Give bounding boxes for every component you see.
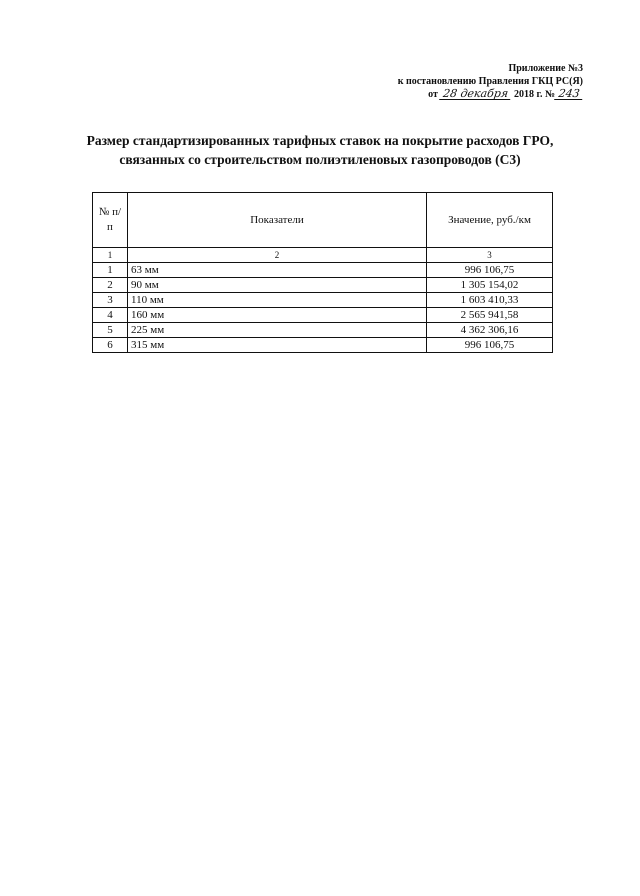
header-num: № п/п <box>93 193 128 248</box>
row-name: 63 мм <box>128 263 427 278</box>
table-row <box>93 338 553 353</box>
row-value: 996 106,75 <box>427 338 553 353</box>
date-year: 2018 г. № <box>514 89 555 100</box>
column-index-row <box>93 248 553 263</box>
header-value: Значение, руб./км <box>427 193 553 248</box>
resolution-reference: к постановлению Правления ГКЦ РС(Я) <box>397 76 583 87</box>
handwritten-date: 28 декабря <box>440 88 513 100</box>
row-value: 1 305 154,02 <box>427 278 553 293</box>
appendix-header <box>398 62 583 101</box>
appendix-number: Приложение №3 <box>508 63 583 74</box>
table-row <box>93 293 553 308</box>
column-index-2: 2 <box>128 248 427 263</box>
column-index-3: 3 <box>427 248 553 263</box>
row-value: 996 106,75 <box>427 263 553 278</box>
table-row <box>93 278 553 293</box>
row-name: 90 мм <box>128 278 427 293</box>
table-row <box>93 263 553 278</box>
row-value: 1 603 410,33 <box>427 293 553 308</box>
column-index-1: 1 <box>93 248 128 263</box>
row-name: 315 мм <box>128 338 427 353</box>
handwritten-number: 243 <box>554 88 584 100</box>
row-num: 5 <box>93 323 128 338</box>
row-name: 160 мм <box>128 308 427 323</box>
row-value: 4 362 306,16 <box>427 323 553 338</box>
table-header-row <box>93 193 553 248</box>
tariff-table <box>92 192 553 353</box>
header-name: Показатели <box>128 193 427 248</box>
resolution-date-line <box>398 88 583 101</box>
title-line-2: связанных со строительством полиэтиленовых газопроводов (С3) <box>119 152 521 167</box>
row-num: 6 <box>93 338 128 353</box>
row-num: 1 <box>93 263 128 278</box>
date-prefix: от <box>428 89 438 100</box>
title-line-1: Размер стандартизированных тарифных ставок на покрытие расходов ГРО, <box>86 133 554 148</box>
table-row <box>93 308 553 323</box>
table-row <box>93 323 553 338</box>
document-title <box>60 131 580 169</box>
row-num: 2 <box>93 278 128 293</box>
row-name: 225 мм <box>128 323 427 338</box>
row-num: 3 <box>93 293 128 308</box>
row-num: 4 <box>93 308 128 323</box>
row-name: 110 мм <box>128 293 427 308</box>
row-value: 2 565 941,58 <box>427 308 553 323</box>
